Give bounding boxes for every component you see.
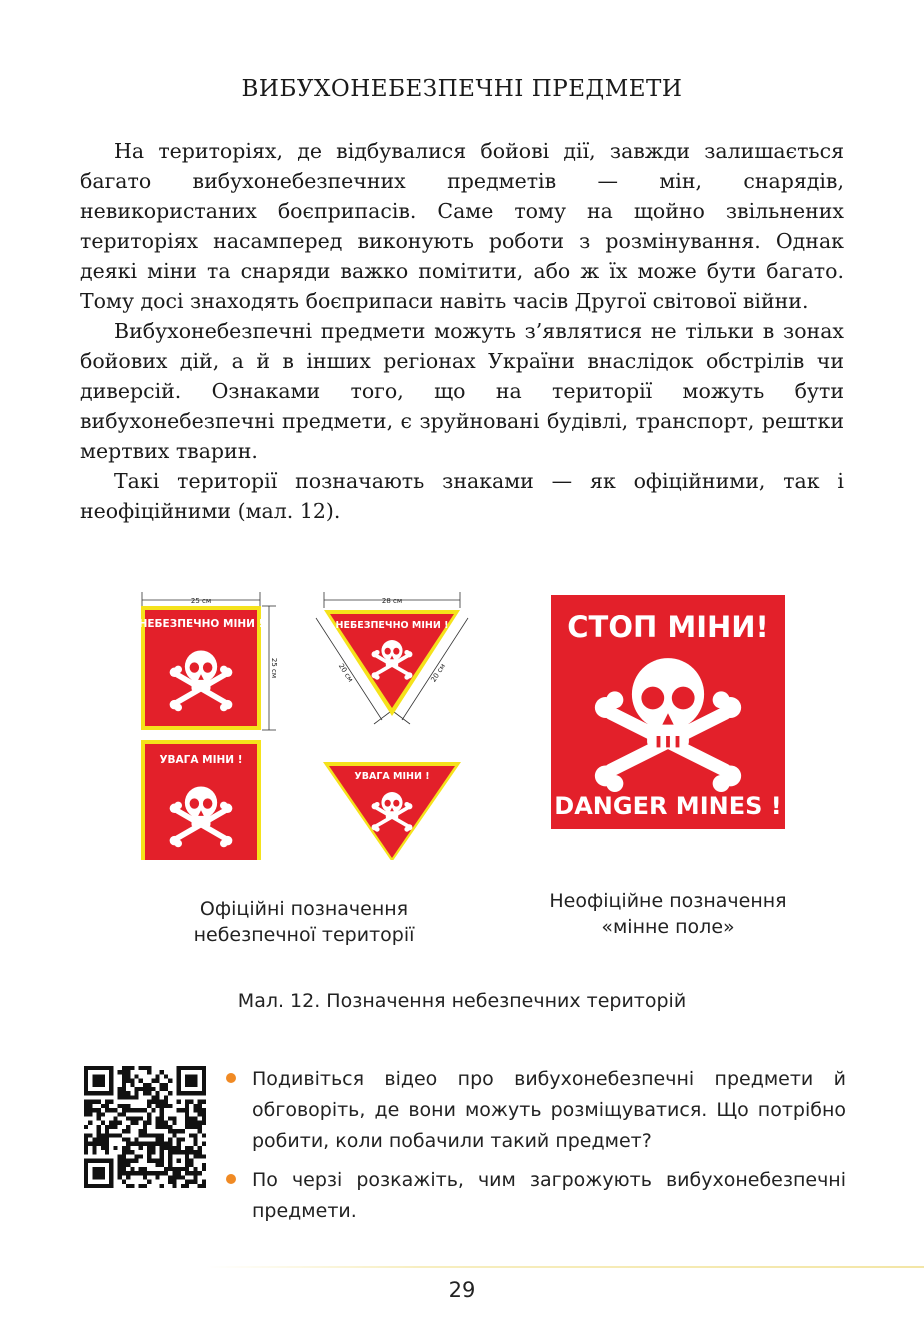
- unofficial-sign-top-label: СТОП МІНИ!: [567, 610, 769, 644]
- task-text-2: По черзі розкажіть, чим загрожують вибухонебезпечні предмети.: [252, 1169, 846, 1222]
- dim-triangle-left: 20 см: [336, 662, 355, 684]
- dim-square-width: 25 см: [190, 597, 212, 605]
- task-list: [224, 1064, 846, 1235]
- square-sign-bottom-label: УВАГА МІНИ !: [159, 754, 243, 766]
- triangle-sign-warning: [323, 762, 461, 862]
- unofficial-sign: [551, 595, 785, 829]
- paragraph-2: Вибухонебезпечні предмети можуть з’являтися не тільки в зонах бойових дій, а й в інших регіонах України внаслідок обстрілів чи диверсій. Ознаками того, що на території можуть бути вибухонебезпечні предмети, є зруйновані будівлі, транспорт, рештки мертвих тварин.: [80, 319, 844, 463]
- official-signs-figure: [134, 588, 474, 862]
- square-sign-danger: [139, 606, 264, 730]
- bullet-icon: [226, 1073, 236, 1083]
- figure-caption: Мал. 12. Позначення небезпечних територій: [237, 990, 687, 1012]
- list-item: [224, 1165, 846, 1227]
- page-title: ВИБУХОНЕБЕЗПЕЧНІ ПРЕДМЕТИ: [241, 76, 683, 102]
- paragraph-1: На територіях, де відбувалися бойові дії, завжди залишається багато вибухонебезпечних предметів — мін, снарядів, невикористаних боєприпасів. Саме тому на щойно звільнених територіях насамперед виконують роботи з розмінування. Однак деякі міни та снаряди важко помітити, або ж їх може бути багато. Тому досі знаходять боєприпаси навіть часів Другої світової війни.: [80, 139, 844, 313]
- official-caption-line1: Офіційні позначення: [199, 898, 409, 920]
- square-sign-warning: [141, 740, 261, 862]
- unofficial-caption: [518, 888, 818, 940]
- triangle-sign-bottom-label: УВАГА МІНИ !: [354, 771, 430, 782]
- paragraph-3: Такі території позначають знаками — як офіційними, так і неофіційними (мал. 12).: [80, 469, 844, 523]
- body-text: [80, 136, 844, 526]
- unofficial-sign-bottom-label: DANGER MINES !: [554, 792, 782, 820]
- unofficial-caption-line2: «мінне поле»: [601, 916, 735, 938]
- official-caption-line2: небезпечної території: [193, 924, 415, 946]
- qr-code-icon[interactable]: [84, 1066, 206, 1188]
- bullet-icon: [226, 1174, 236, 1184]
- dim-triangle-right: 20 см: [429, 662, 448, 684]
- footer-divider: [206, 1266, 924, 1268]
- triangle-sign-top-label: НЕБЕЗПЕЧНО МІНИ !: [335, 620, 449, 631]
- official-caption: [154, 896, 454, 948]
- list-item: [224, 1064, 846, 1157]
- page-number: 29: [448, 1278, 476, 1302]
- dim-square-height: 25 см: [270, 657, 278, 679]
- unofficial-caption-line1: Неофіційне позначення: [549, 890, 787, 912]
- dim-triangle-width: 28 см: [381, 597, 403, 605]
- task-text-1: Подивіться відео про вибухонебезпечні предмети й обговоріть, де вони можуть розміщуватися. Що потрібно робити, коли побачили такий предмет?: [252, 1068, 846, 1152]
- square-sign-top-label: НЕБЕЗПЕЧНО МІНИ !: [138, 618, 264, 630]
